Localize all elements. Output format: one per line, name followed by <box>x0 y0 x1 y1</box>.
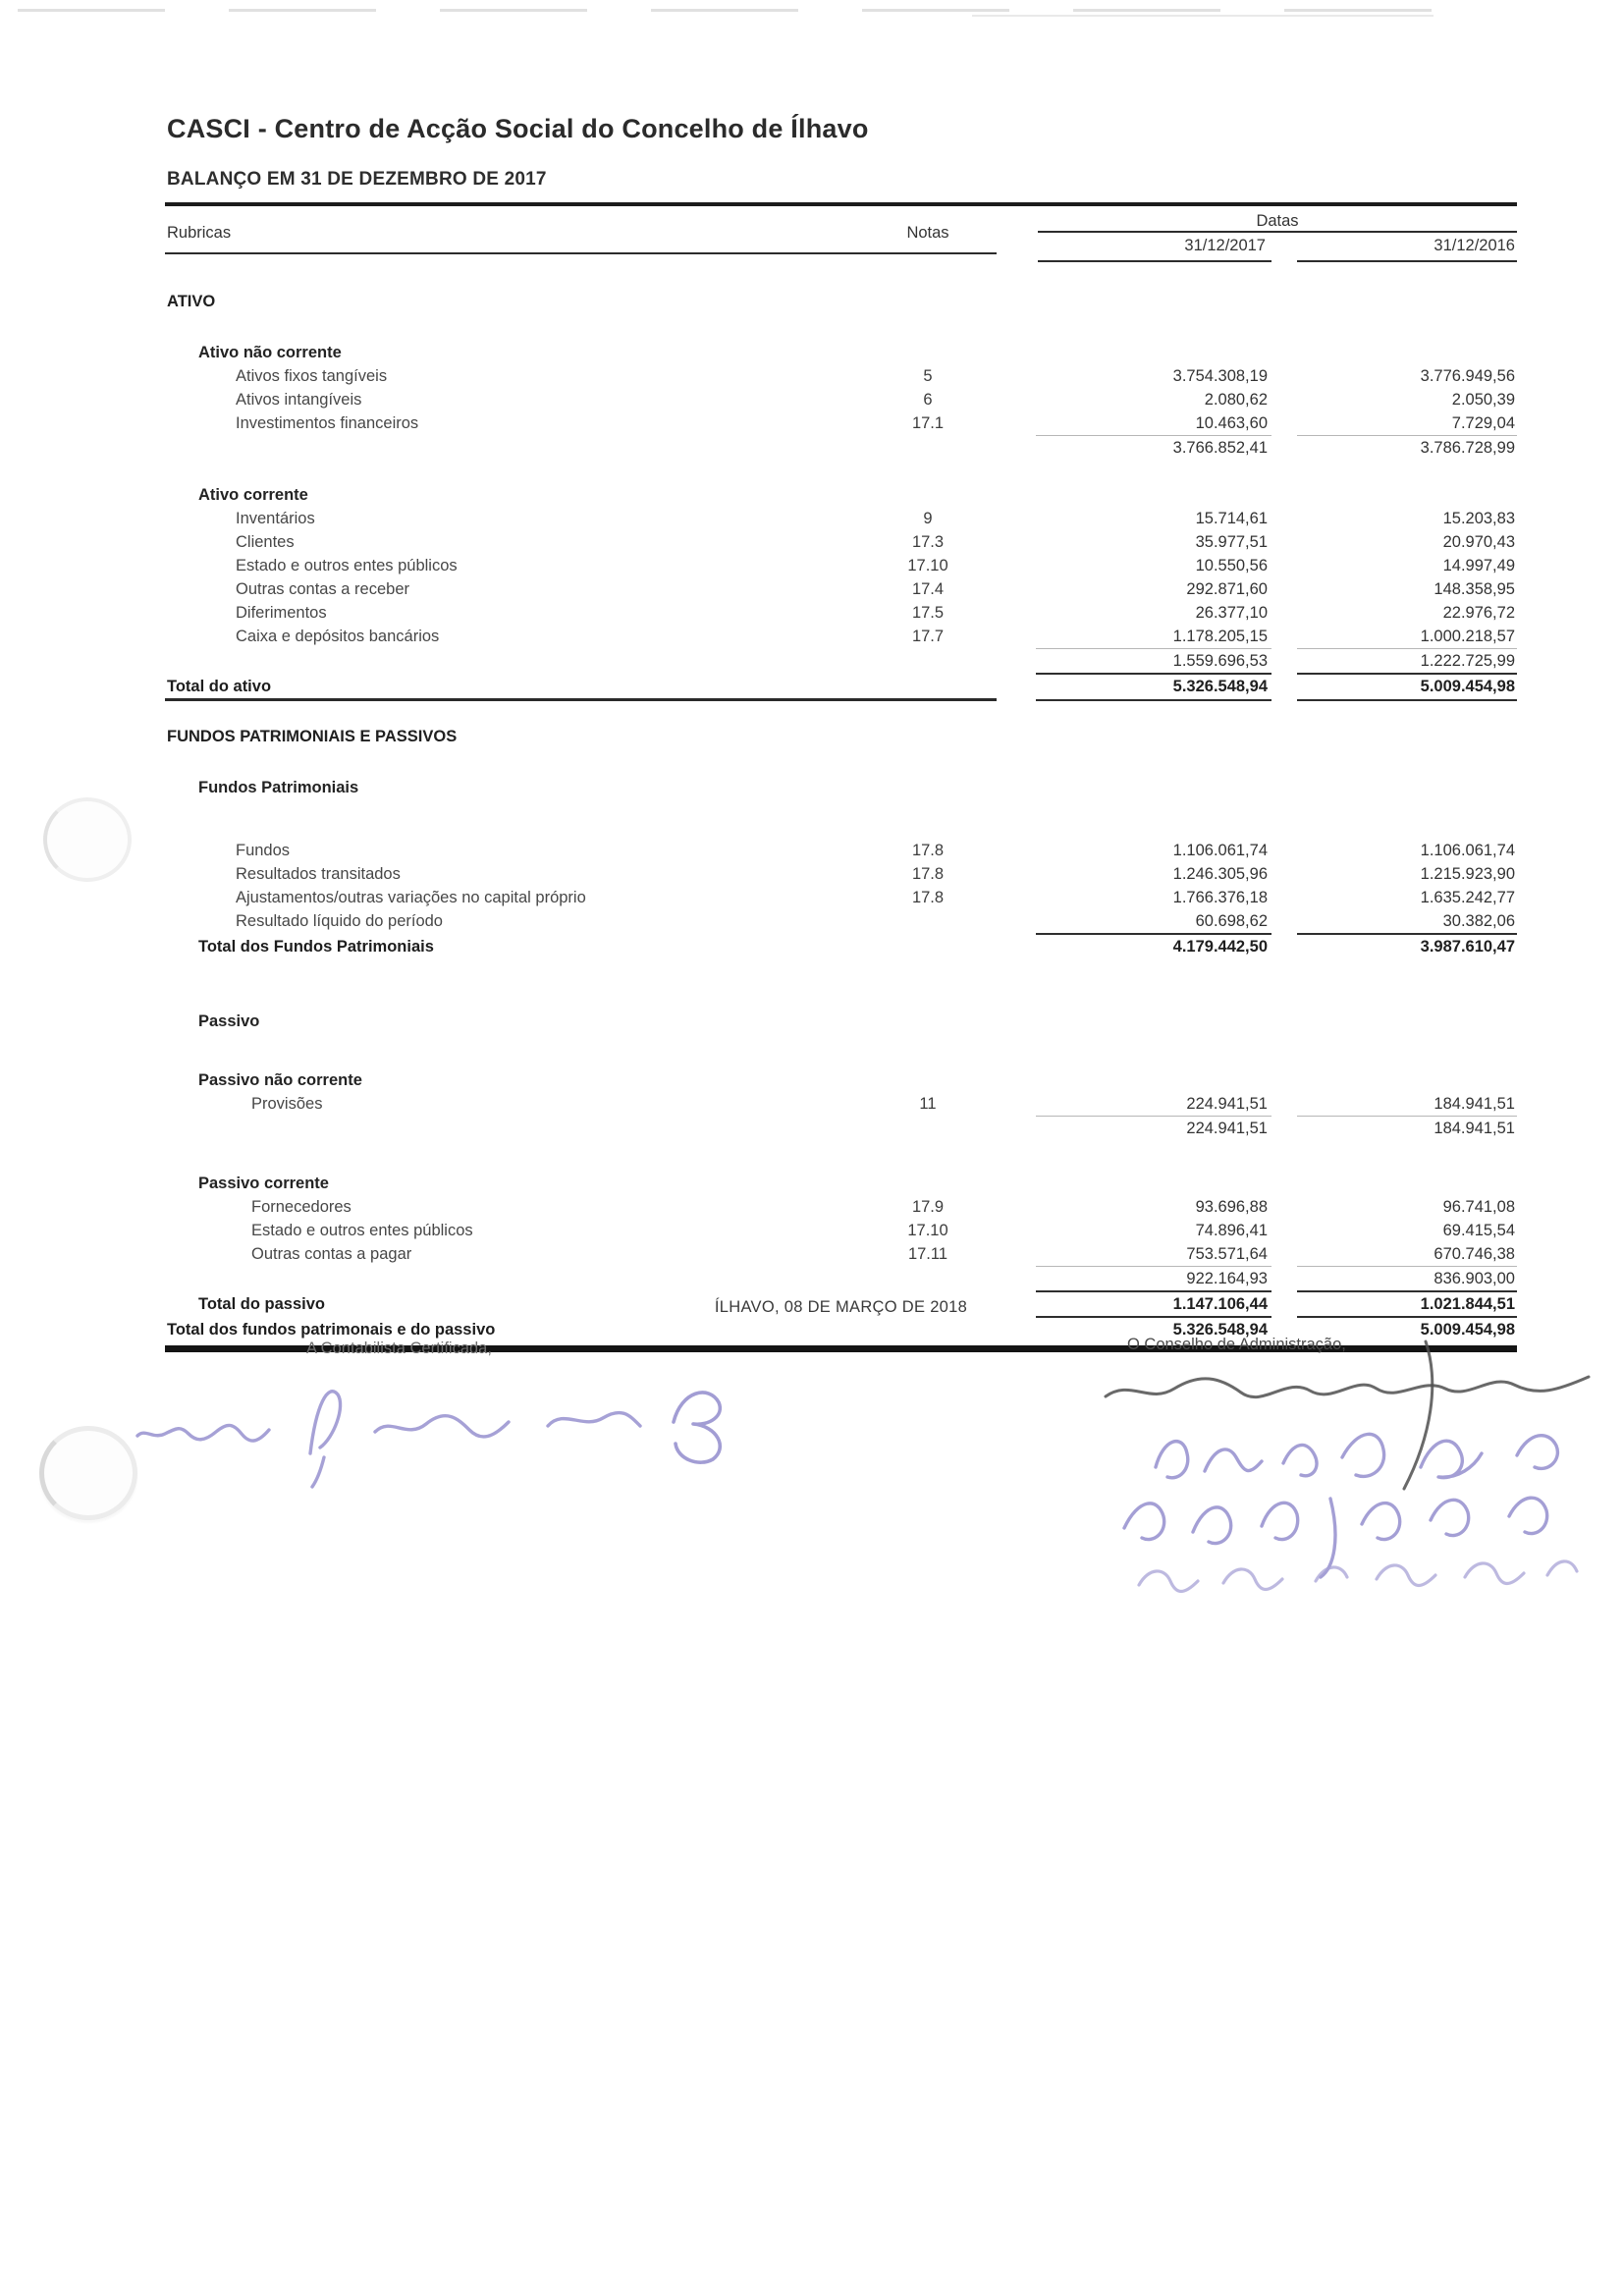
row-value-2016: 1.222.725,99 <box>1297 649 1517 675</box>
column-header-31-12-2016: 31/12/2016 <box>1297 233 1517 262</box>
row-value-2016 <box>1297 1068 1517 1092</box>
table-row <box>165 1033 1517 1068</box>
row-label: Fundos <box>236 842 291 859</box>
row-label: Passivo <box>198 1012 260 1030</box>
row-notas <box>859 290 997 313</box>
table-row <box>165 1219 1517 1242</box>
row-value-2016 <box>1297 341 1517 364</box>
table-row <box>165 436 1517 460</box>
row-label <box>165 649 859 675</box>
row-notas <box>859 483 997 507</box>
row-value-2017 <box>1036 483 1271 507</box>
table-row <box>165 1140 1517 1172</box>
row-label <box>165 436 859 460</box>
row-value-2017: 35.977,51 <box>1195 533 1268 551</box>
row-value-2017: 1.246.305,96 <box>1172 865 1268 883</box>
row-label: Fundos Patrimoniais <box>198 779 359 796</box>
row-label: Total do passivo <box>198 1295 325 1313</box>
table-row <box>165 1242 1517 1267</box>
table-row <box>165 411 1517 436</box>
row-label: Fornecedores <box>251 1198 352 1216</box>
table-row <box>165 935 1517 958</box>
row-notas: 17.10 <box>907 1222 948 1239</box>
row-notas: 17.11 <box>907 1245 948 1263</box>
row-notas: 17.3 <box>911 533 945 551</box>
row-notas: 5 <box>923 367 933 385</box>
table-row <box>165 839 1517 862</box>
accountant-signature-label: A Contabilista Certificada, <box>306 1339 492 1357</box>
row-value-2017: 74.896,41 <box>1195 1222 1268 1239</box>
row-label: Ativos fixos tangíveis <box>236 367 388 385</box>
row-value-2016: 69.415,54 <box>1442 1222 1515 1239</box>
row-label: Total do ativo <box>165 675 859 701</box>
table-row <box>165 701 1517 725</box>
table-row <box>165 1092 1517 1117</box>
table-row <box>165 364 1517 388</box>
table-row <box>165 262 1517 290</box>
row-value-2017: 3.766.852,41 <box>1172 439 1268 457</box>
row-notas: 17.9 <box>911 1198 945 1216</box>
row-value-2017: 1.106.061,74 <box>1172 842 1268 859</box>
row-value-2016: 184.941,51 <box>1434 1120 1515 1137</box>
balance-sheet-table <box>165 202 1517 1352</box>
row-label: Resultados transitados <box>236 865 401 883</box>
row-label: Ativo não corrente <box>198 344 342 361</box>
column-header-rubricas: Rubricas <box>165 218 859 254</box>
row-label: Outras contas a pagar <box>251 1245 412 1263</box>
hole-punch-mark <box>39 1426 137 1520</box>
table-row <box>165 909 1517 935</box>
row-label: Caixa e depósitos bancários <box>236 628 440 645</box>
row-value-2017: 10.463,60 <box>1036 411 1271 436</box>
row-value-2017: 15.714,61 <box>1195 510 1268 527</box>
row-notas: 17.4 <box>911 580 945 598</box>
row-label: ATIVO <box>167 293 216 310</box>
scan-artifact-top-line-2 <box>972 15 1434 17</box>
table-row <box>165 577 1517 601</box>
row-value-2016: 2.050,39 <box>1451 391 1515 409</box>
scan-artifact-top-line <box>18 9 1481 12</box>
document-subtitle: BALANÇO EM 31 DE DEZEMBRO DE 2017 <box>167 169 547 190</box>
table-row <box>165 675 1517 701</box>
table-row <box>165 862 1517 886</box>
row-value-2016: 184.941,51 <box>1297 1092 1517 1117</box>
table-row <box>165 799 1517 839</box>
row-notas <box>859 1068 997 1092</box>
table-row <box>165 483 1517 507</box>
row-label: FUNDOS PATRIMONIAIS E PASSIVOS <box>167 728 458 745</box>
row-value-2016: 3.987.610,47 <box>1420 938 1515 956</box>
row-label: Ativo corrente <box>198 486 308 504</box>
row-value-2017 <box>1036 341 1271 364</box>
row-value-2016: 14.997,49 <box>1442 557 1515 574</box>
row-value-2016: 3.786.728,99 <box>1420 439 1515 457</box>
row-value-2016: 15.203,83 <box>1442 510 1515 527</box>
row-notas: 11 <box>919 1095 937 1113</box>
row-label: Resultado líquido do período <box>236 912 443 930</box>
table-row <box>165 601 1517 625</box>
row-notas: 17.1 <box>911 414 945 432</box>
row-notas <box>859 675 997 701</box>
row-notas <box>859 436 997 460</box>
row-value-2016: 148.358,95 <box>1434 580 1515 598</box>
row-label: Provisões <box>251 1095 323 1113</box>
table-body <box>165 262 1517 1345</box>
row-notas <box>859 341 997 364</box>
row-value-2016: 1.021.844,51 <box>1297 1292 1517 1318</box>
row-value-2017: 5.326.548,94 <box>1036 675 1271 701</box>
row-notas <box>859 1267 997 1292</box>
table-row <box>165 507 1517 530</box>
row-value-2016 <box>1297 1010 1517 1033</box>
row-value-2017: 4.179.442,50 <box>1172 938 1268 956</box>
board-signature-handwriting-4 <box>1129 1542 1583 1613</box>
row-value-2016: 670.746,38 <box>1297 1242 1517 1267</box>
row-value-2017 <box>1036 725 1271 748</box>
table-row <box>165 460 1517 483</box>
row-notas: 17.7 <box>911 628 945 645</box>
row-value-2017: 1.178.205,15 <box>1036 625 1271 649</box>
table-row <box>165 649 1517 675</box>
row-label: Inventários <box>236 510 315 527</box>
row-notas: 9 <box>923 510 933 527</box>
row-value-2016: 96.741,08 <box>1442 1198 1515 1216</box>
board-signature-handwriting-2 <box>1144 1398 1588 1497</box>
row-value-2016 <box>1297 1172 1517 1195</box>
row-value-2017 <box>1036 290 1271 313</box>
row-label <box>165 1117 859 1140</box>
table-row <box>165 313 1517 341</box>
row-label: Total dos Fundos Patrimoniais <box>198 938 434 956</box>
row-label: Diferimentos <box>236 604 327 622</box>
table-row <box>165 530 1517 554</box>
row-value-2017 <box>1036 776 1271 799</box>
row-notas <box>859 1010 997 1033</box>
place-and-date-line: ÍLHAVO, 08 DE MARÇO DE 2018 <box>714 1298 968 1316</box>
row-label <box>165 1267 859 1292</box>
row-label: Passivo não corrente <box>198 1071 362 1089</box>
row-value-2016: 1.000.218,57 <box>1297 625 1517 649</box>
row-value-2017: 2.080,62 <box>1204 391 1268 409</box>
accountant-signature-handwriting <box>128 1361 776 1499</box>
row-notas <box>859 909 997 935</box>
row-value-2017: 224.941,51 <box>1036 1092 1271 1117</box>
row-value-2017 <box>1036 1172 1271 1195</box>
row-value-2017: 224.941,51 <box>1186 1120 1268 1137</box>
row-value-2016: 1.635.242,77 <box>1420 889 1515 906</box>
row-value-2017: 93.696,88 <box>1195 1198 1268 1216</box>
column-header-notas: Notas <box>859 218 997 254</box>
row-label: Clientes <box>236 533 295 551</box>
row-label: Ajustamentos/outras variações no capital próprio <box>236 889 586 906</box>
row-label: Investimentos financeiros <box>236 414 419 432</box>
row-notas: 17.8 <box>911 842 945 859</box>
row-value-2016: 5.009.454,98 <box>1420 1321 1515 1339</box>
table-row <box>165 554 1517 577</box>
row-notas: 17.10 <box>907 557 948 574</box>
row-value-2016: 3.776.949,56 <box>1420 367 1515 385</box>
row-value-2017: 10.550,56 <box>1195 557 1268 574</box>
row-notas <box>859 725 997 748</box>
board-signature-label: O Conselho de Administração, <box>1127 1336 1346 1353</box>
table-row <box>165 625 1517 649</box>
row-value-2016: 20.970,43 <box>1442 533 1515 551</box>
column-header-datas: Datas <box>1038 209 1517 233</box>
row-value-2017 <box>1036 1068 1271 1092</box>
table-row <box>165 1172 1517 1195</box>
row-value-2016: 5.009.454,98 <box>1297 675 1517 701</box>
table-row <box>165 341 1517 364</box>
row-value-2016: 836.903,00 <box>1297 1267 1517 1292</box>
row-label: Total dos fundos patrimonais e do passivo <box>167 1321 496 1339</box>
row-value-2017: 26.377,10 <box>1195 604 1268 622</box>
table-row <box>165 958 1517 1010</box>
table-row <box>165 1117 1517 1140</box>
row-value-2016: 22.976,72 <box>1442 604 1515 622</box>
row-value-2016 <box>1297 776 1517 799</box>
table-header <box>165 209 1517 262</box>
row-label: Passivo corrente <box>198 1175 329 1192</box>
board-signature-handwriting-3 <box>1114 1469 1578 1582</box>
row-notas: 17.8 <box>911 865 945 883</box>
row-notas <box>859 1318 997 1341</box>
row-value-2016: 1.215.923,90 <box>1420 865 1515 883</box>
row-label: Outras contas a receber <box>236 580 410 598</box>
row-notas: 6 <box>923 391 933 409</box>
row-label: Estado e outros entes públicos <box>236 557 458 574</box>
row-value-2017: 753.571,64 <box>1036 1242 1271 1267</box>
column-header-31-12-2017: 31/12/2017 <box>1038 233 1271 262</box>
row-value-2017: 1.147.106,44 <box>1036 1292 1271 1318</box>
row-notas: 17.5 <box>911 604 945 622</box>
row-label: Ativos intangíveis <box>236 391 362 409</box>
row-value-2016 <box>1297 725 1517 748</box>
row-notas: 17.8 <box>911 889 945 906</box>
hole-punch-mark <box>43 797 132 882</box>
row-value-2017: 1.559.696,53 <box>1036 649 1271 675</box>
table-row <box>165 1010 1517 1033</box>
row-value-2017: 5.326.548,94 <box>1172 1321 1268 1339</box>
table-row <box>165 1068 1517 1092</box>
row-notas <box>859 1172 997 1195</box>
row-value-2016: 1.106.061,74 <box>1420 842 1515 859</box>
row-value-2017: 1.766.376,18 <box>1172 889 1268 906</box>
table-row <box>165 388 1517 411</box>
row-notas <box>859 935 997 958</box>
row-value-2016 <box>1297 290 1517 313</box>
row-value-2016: 30.382,06 <box>1297 909 1517 935</box>
row-notas <box>859 1117 997 1140</box>
row-label: Estado e outros entes públicos <box>251 1222 473 1239</box>
row-value-2016 <box>1297 483 1517 507</box>
row-notas <box>859 649 997 675</box>
table-row <box>165 776 1517 799</box>
table-row <box>165 290 1517 313</box>
table-row <box>165 1267 1517 1292</box>
row-value-2017: 3.754.308,19 <box>1172 367 1268 385</box>
table-row <box>165 725 1517 748</box>
table-row <box>165 886 1517 909</box>
document-title: CASCI - Centro de Acção Social do Concelho de Ílhavo <box>167 114 869 143</box>
row-notas <box>859 776 997 799</box>
row-value-2017: 292.871,60 <box>1186 580 1268 598</box>
table-row <box>165 748 1517 776</box>
row-value-2017: 922.164,93 <box>1036 1267 1271 1292</box>
row-value-2017 <box>1036 1010 1271 1033</box>
row-value-2017: 60.698,62 <box>1036 909 1271 935</box>
table-row <box>165 1195 1517 1219</box>
row-value-2016: 7.729,04 <box>1297 411 1517 436</box>
board-signature-handwriting-1 <box>1092 1334 1612 1501</box>
